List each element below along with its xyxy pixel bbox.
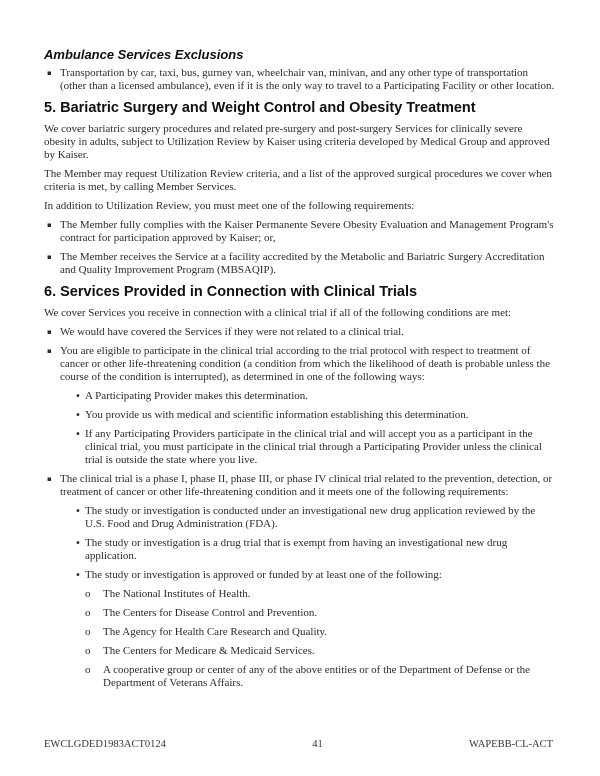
list-item-text: A cooperative group or center of any of the above entities or of the Department of Defense or the Department of Veterans Affairs. (103, 664, 531, 689)
bullet-icon: o (85, 664, 91, 676)
section6-list (44, 326, 556, 690)
list-item-text: The National Institutes of Health. (103, 588, 251, 600)
section6-heading: 6. Services Provided in Connection with Clinical Trials (44, 284, 418, 300)
list-item (44, 505, 556, 531)
page-footer (44, 739, 553, 750)
paragraph: The Member may request Utilization Review criteria, and a list of the approved surgical procedures we cover when criteria is met, by calling Member Services. (44, 168, 553, 193)
list-item (44, 251, 556, 277)
list-item-text: The study or investigation is a drug trial that is exempt from having an investigational new drug application. (85, 537, 508, 562)
list-item (44, 67, 556, 93)
bullet-icon: ▪ (47, 328, 52, 336)
list-item (44, 390, 556, 403)
list-item (44, 569, 556, 582)
bullet-icon: ▪ (47, 69, 52, 77)
list-item-text: Transportation by car, taxi, bus, gurney van, wheelchair van, minivan, and any other type of transportation (other than a licensed ambulance), even if it is the only way to travel to a Participating Facility or other location. (60, 67, 555, 92)
list-item-text: The study or investigation is conducted under an investigational new drug application reviewed by the U.S. Food and Drug Administration (FDA). (85, 505, 536, 530)
bullet-icon: ▪ (47, 347, 52, 355)
paragraph: In addition to Utilization Review, you must meet one of the following requirements: (44, 200, 415, 212)
list-item (44, 607, 556, 620)
list-item-text: If any Participating Providers participate in the clinical trial and will accept you as a participant in the clinical trial, you must participate in the clinical trial through a Participating Provider unless the clinical trial is outside the state where you live. (85, 428, 542, 466)
bullet-icon: o (85, 626, 91, 638)
paragraph: We cover bariatric surgery procedures and related pre-surgery and post-surgery Services for clinically severe obesity in adults, subject to Utilization Review by Kaiser using criteria developed by Medical Group and approved by Kaiser. (44, 123, 550, 161)
list-item-text: We would have covered the Services if they were not related to a clinical trial. (60, 326, 404, 338)
list-item (44, 219, 556, 245)
list-item (44, 588, 556, 601)
list-item-text: A Participating Provider makes this determination. (85, 390, 309, 402)
footer-doc-id: WAPEBB-CL-ACT (469, 739, 553, 750)
section5-list (44, 219, 556, 277)
bullet-icon: ▪ (47, 253, 52, 261)
section5-heading: 5. Bariatric Surgery and Weight Control and Obesity Treatment (44, 100, 476, 116)
list-item (44, 428, 556, 467)
list-item-text: You provide us with medical and scientific information establishing this determination. (85, 409, 469, 421)
list-item (44, 409, 556, 422)
list-item (44, 664, 556, 690)
list-item (44, 473, 556, 499)
bullet-icon: o (85, 645, 91, 657)
list-item-text: The Member fully complies with the Kaiser Permanente Severe Obesity Evaluation and Management Program's contract for participation approved by Kaiser; or, (60, 219, 554, 244)
list-item (44, 537, 556, 563)
list-item (44, 345, 556, 384)
bullet-icon: • (75, 538, 81, 549)
bullet-icon: o (85, 588, 91, 600)
bullet-icon: • (75, 506, 81, 517)
ambulance-exclusions-heading: Ambulance Services Exclusions (44, 47, 244, 62)
footer-doc-code: EWCLGDED1983ACT0124 (44, 739, 166, 750)
list-item-text: The study or investigation is approved or funded by at least one of the following: (85, 569, 442, 581)
list-item-text: You are eligible to participate in the clinical trial according to the trial protocol with respect to treatment of cancer or other life-threatening condition (a condition from which the likelihood of death is probable unless the course of the condition is interrupted), as determined in one of the following ways: (60, 345, 550, 383)
bullet-icon: • (75, 410, 81, 421)
bullet-icon: o (85, 607, 91, 619)
section6-intro: We cover Services you receive in connection with a clinical trial if all of the following conditions are met: (44, 307, 512, 319)
page-content (44, 48, 556, 696)
list-item-text: The Member receives the Service at a facility accredited by the Metabolic and Bariatric Surgery Accreditation and Quality Improvement Program (MBSAQIP). (60, 251, 545, 276)
section5-paragraphs (44, 123, 556, 213)
list-item-text: The Centers for Medicare & Medicaid Services. (103, 645, 315, 657)
list-item (44, 326, 556, 339)
footer-page-number: 41 (312, 739, 323, 750)
bullet-icon: • (75, 570, 81, 581)
bullet-icon: ▪ (47, 475, 52, 483)
ambulance-exclusions-list (44, 67, 556, 93)
list-item-text: The clinical trial is a phase I, phase II, phase III, or phase IV clinical trial related to the prevention, detection, or treatment of cancer or other life-threatening condition and it meets one of the following requirements: (60, 473, 553, 498)
bullet-icon: • (75, 429, 81, 440)
bullet-icon: ▪ (47, 221, 52, 229)
list-item (44, 626, 556, 639)
list-item-text: The Centers for Disease Control and Prevention. (103, 607, 318, 619)
list-item (44, 645, 556, 658)
list-item-text: The Agency for Health Care Research and Quality. (103, 626, 328, 638)
bullet-icon: • (75, 391, 81, 402)
